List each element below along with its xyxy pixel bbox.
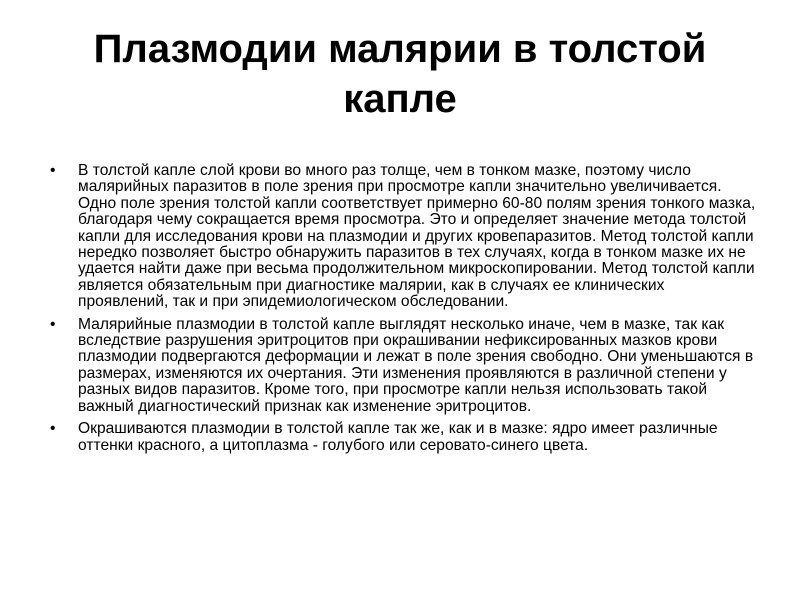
bullet-item-thick-drop-method bbox=[44, 163, 756, 311]
bullet-text: В толстой капле слой крови во много раз толще, чем в тонком мазке, поэтому число малярийных паразитов в поле зрения при просмотре капли значительно увеличивается. Одно поле зрения толстой капли соответствует примерно 60-80 полям зрения тонкого мазка, благодаря чему сокращается время просмотра. Это и определяет значение метода толстой капли для исследования крови на плазмодии и других кровепаразитов. Метод толстой капли нередко позволяет быстро обнаружить паразитов в тех случаях, когда в тонком мазке их не удается найти даже при весьма продолжительном микроскопировании. Метод толстой капли является обязательным при диагностике малярии, как в случаях ее клинических проявлений, так и при эпидемиологическом обследовании. bbox=[78, 162, 756, 311]
bullet-list bbox=[44, 163, 756, 460]
bullet-marker: • bbox=[50, 162, 56, 179]
bullet-marker: • bbox=[50, 420, 56, 438]
bullet-item-plasmodia-appearance bbox=[44, 317, 756, 415]
bullet-item-staining bbox=[44, 421, 756, 454]
bullet-text: Малярийные плазмодии в толстой капле выглядят несколько иначе, чем в мазке, так как вследствие разрушения эритроцитов при окрашивании нефиксированных мазков крови плазмодии подвергаются деформации и лежат в поле зрения свободно. Они уменьшаются в размерах, изменяются их очертания. Эти изменения проявляются в различной степени у разных видов паразитов. Кроме того, при просмотре капли нельзя использовать такой важный диагностический признак как изменение эритроцитов. bbox=[78, 315, 754, 415]
slide-title: Плазмодии малярии в толстой капле bbox=[93, 27, 707, 121]
bullet-text: Окрашиваются плазмодии в толстой капле так же, как и в мазке: ядро имеет различные оттенки красного, а цитоплазма - голубого или серовато-синего цвета. bbox=[78, 420, 718, 454]
bullet-marker: • bbox=[50, 315, 56, 333]
